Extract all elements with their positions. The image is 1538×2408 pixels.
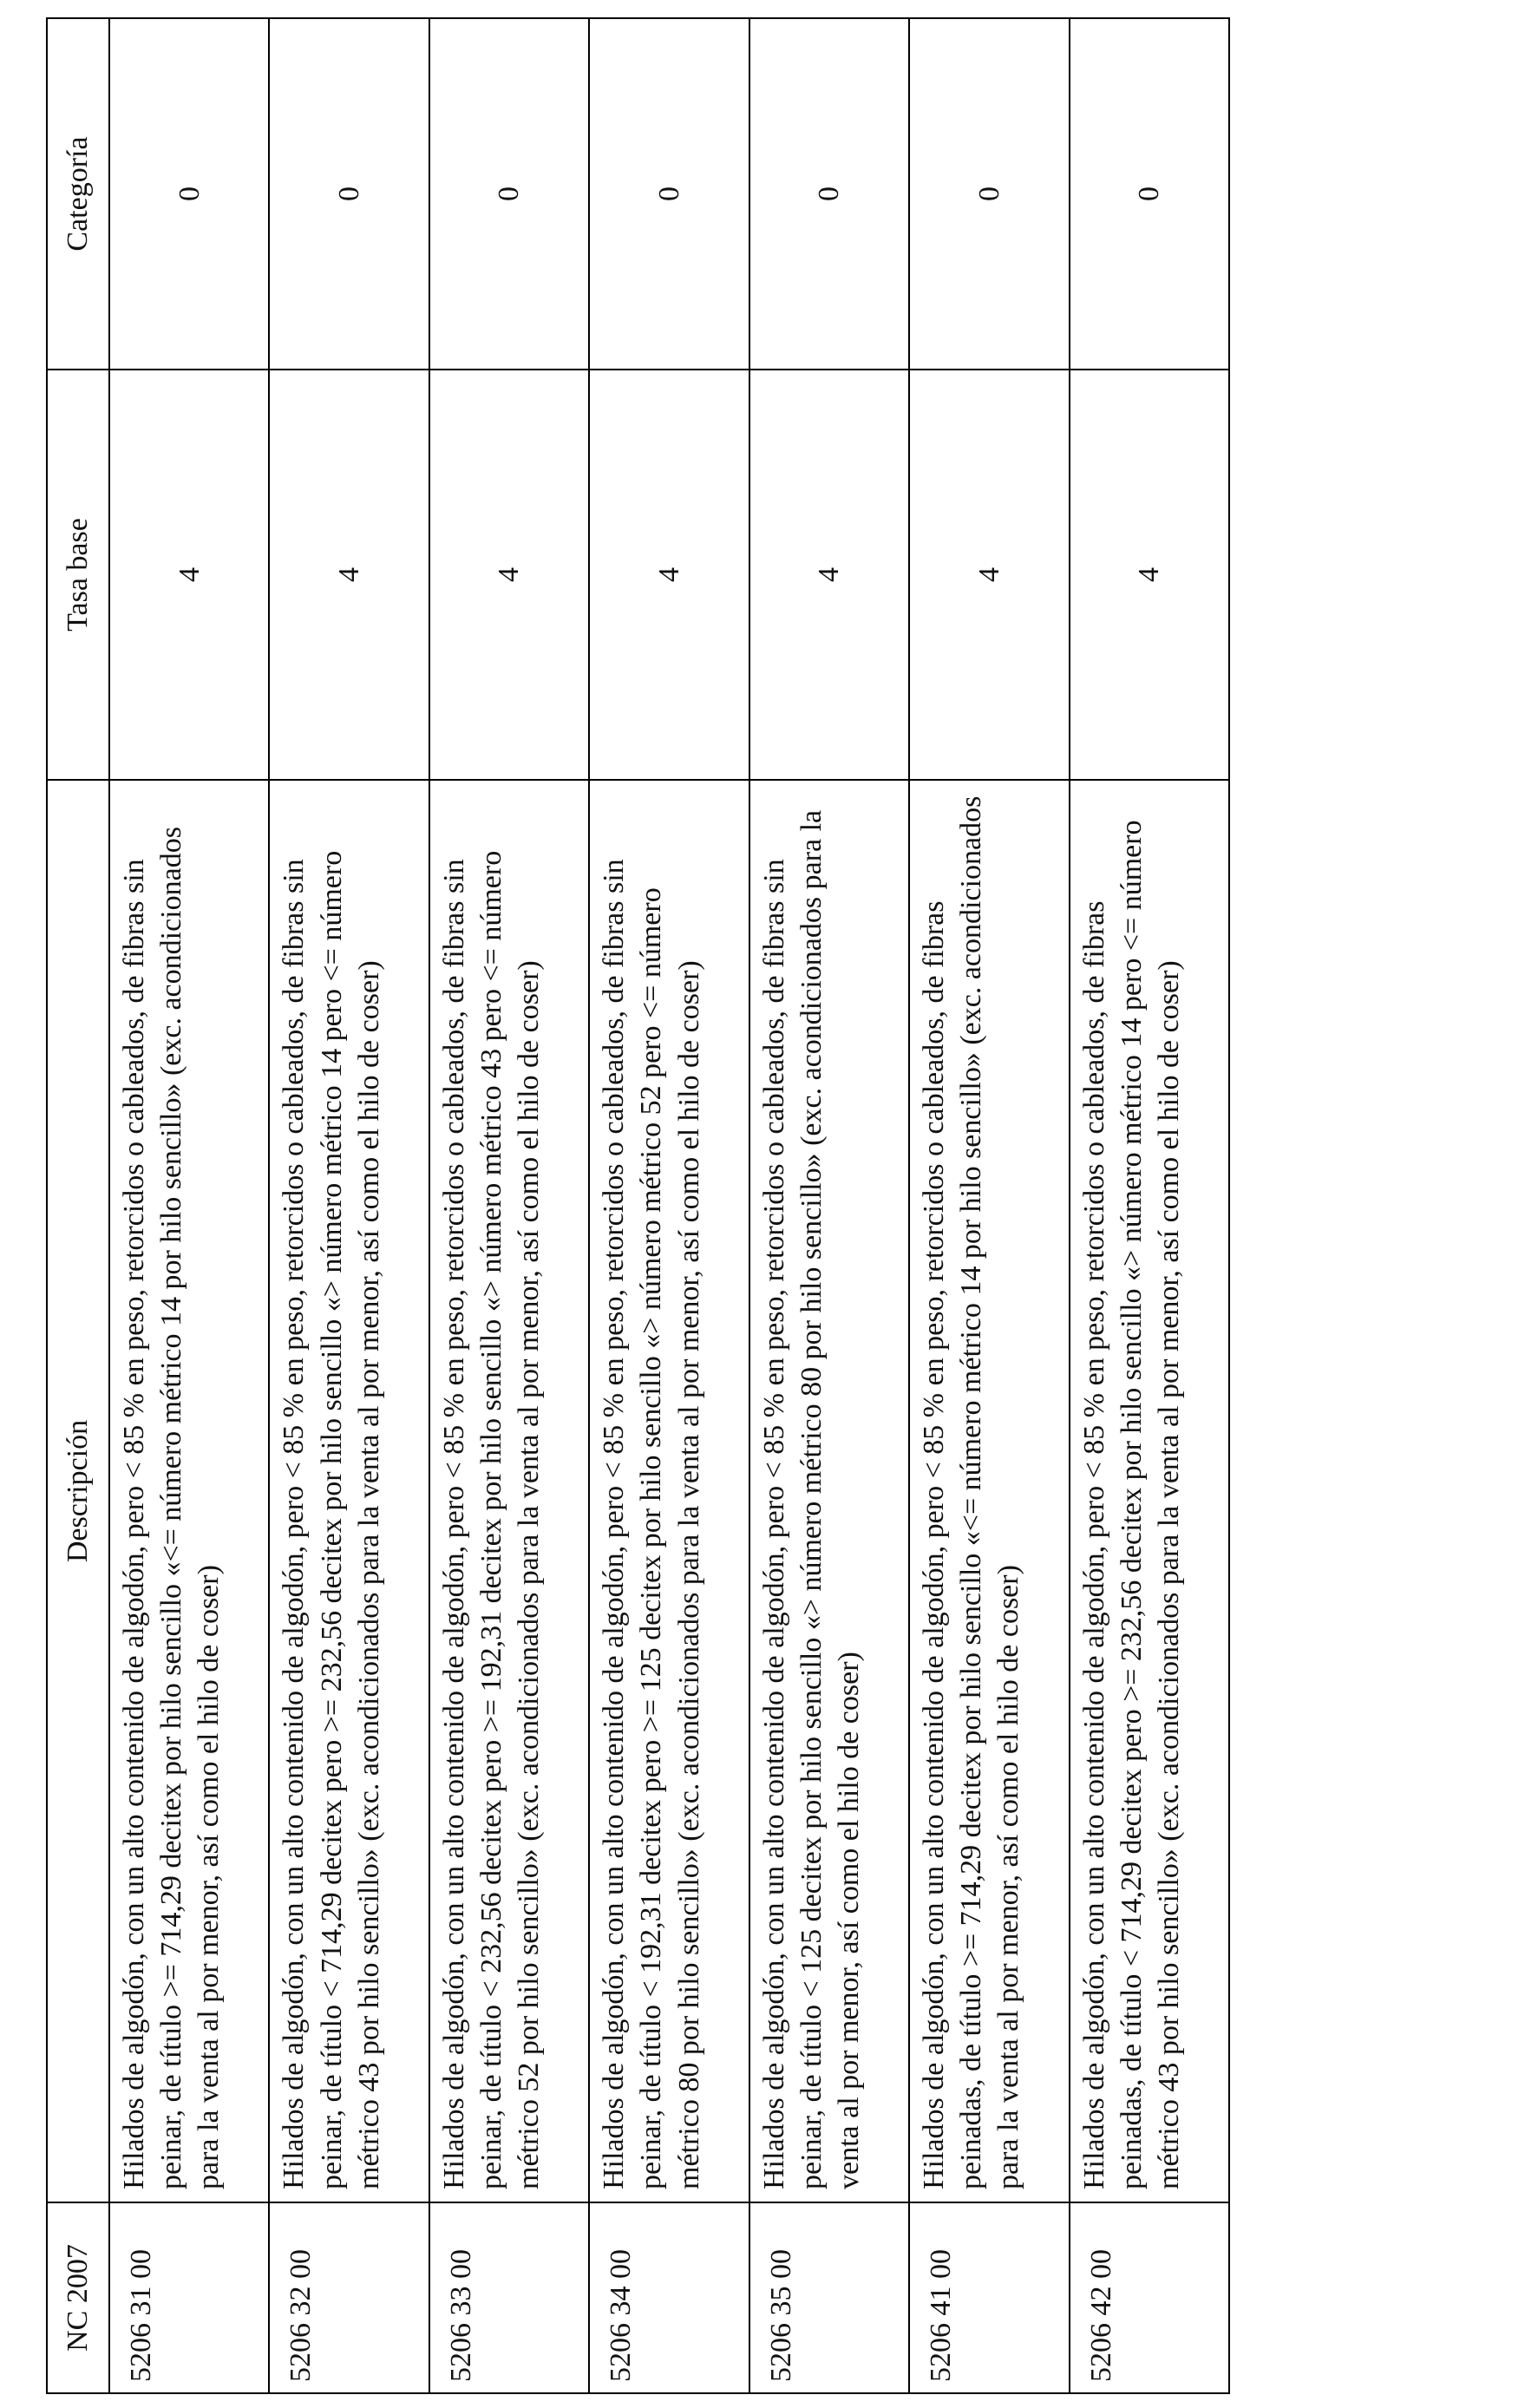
cell-description: Hilados de algodón, con un alto contenido de algodón, pero < 85 % en peso, retorcidos o cableados, de fibras sin peinar, de título >= 714,29 decitex por hilo sencillo «<= número métrico 14 por hilo sencillo» (exc. acondicionados para la venta al por menor, así como el hilo de coser): [109, 780, 269, 2202]
cell-code: 5206 41 00: [909, 2202, 1069, 2393]
cell-code: 5206 32 00: [269, 2202, 429, 2393]
cell-code: 5206 42 00: [1070, 2202, 1229, 2393]
cell-code: 5206 35 00: [749, 2202, 909, 2393]
header-row: [47, 18, 109, 2393]
header-base-rate: Tasa base: [47, 370, 109, 780]
table-row: [429, 18, 589, 2393]
cell-description: Hilados de algodón, con un alto contenido de algodón, pero < 85 % en peso, retorcidos o cableados, de fibras sin peinar, de título < 232,56 decitex pero >= 192,31 decitex por hilo sencillo «> número métrico 43 pero <= número métrico 52 por hilo sencillo» (exc. acondicionados para la venta al por menor, así como el hilo de coser): [429, 780, 589, 2202]
cell-category: 0: [909, 18, 1069, 370]
tariff-table: [46, 17, 1230, 2394]
table-row: [589, 18, 749, 2393]
cell-base-rate: 4: [909, 370, 1069, 780]
cell-code: 5206 31 00: [109, 2202, 269, 2393]
cell-base-rate: 4: [1070, 370, 1229, 780]
cell-code: 5206 33 00: [429, 2202, 589, 2393]
table-row: [1070, 18, 1229, 2393]
cell-base-rate: 4: [589, 370, 749, 780]
cell-category: 0: [429, 18, 589, 370]
cell-description: Hilados de algodón, con un alto contenido de algodón, pero < 85 % en peso, retorcidos o cableados, de fibras sin peinar, de título < 714,29 decitex pero >= 232,56 decitex por hilo sencillo «> número métrico 14 pero <= número métrico 43 por hilo sencillo» (exc. acondicionados para la venta al por menor, así como el hilo de coser): [269, 780, 429, 2202]
table-row: [109, 18, 269, 2393]
cell-category: 0: [1070, 18, 1229, 370]
cell-code: 5206 34 00: [589, 2202, 749, 2393]
table-row: [909, 18, 1069, 2393]
table-row: [749, 18, 909, 2393]
cell-description: Hilados de algodón, con un alto contenido de algodón, pero < 85 % en peso, retorcidos o cableados, de fibras sin peinar, de título < 192,31 decitex pero >= 125 decitex por hilo sencillo «> número métrico 52 pero <= número métrico 80 por hilo sencillo» (exc. acondicionados para la venta al por menor, así como el hilo de coser): [589, 780, 749, 2202]
header-description: Descripción: [47, 780, 109, 2202]
cell-base-rate: 4: [109, 370, 269, 780]
cell-base-rate: 4: [269, 370, 429, 780]
cell-category: 0: [749, 18, 909, 370]
cell-description: Hilados de algodón, con un alto contenido de algodón, pero < 85 % en peso, retorcidos o cableados, de fibras peinadas, de título < 714,29 decitex pero >= 232,56 decitex por hilo sencillo «> número métrico 14 pero <= número métrico 43 por hilo sencillo» (exc. acondicionados para la venta al por menor, así como el hilo de coser): [1070, 780, 1229, 2202]
table-row: [269, 18, 429, 2393]
cell-description: Hilados de algodón, con un alto contenido de algodón, pero < 85 % en peso, retorcidos o cableados, de fibras sin peinar, de título < 125 decitex por hilo sencillo «> número métrico 80 por hilo sencillo» (exc. acondicionados para la venta al por menor, así como el hilo de coser): [749, 780, 909, 2202]
cell-category: 0: [589, 18, 749, 370]
cell-base-rate: 4: [429, 370, 589, 780]
cell-category: 0: [109, 18, 269, 370]
header-code: NC 2007: [47, 2202, 109, 2393]
cell-description: Hilados de algodón, con un alto contenido de algodón, pero < 85 % en peso, retorcidos o cableados, de fibras peinadas, de título >= 714,29 decitex por hilo sencillo «<= número métrico 14 por hilo sencillo» (exc. acondicionados para la venta al por menor, así como el hilo de coser): [909, 780, 1069, 2202]
header-category: Categoría: [47, 18, 109, 370]
rotated-table-page: [46, 19, 1230, 2394]
cell-category: 0: [269, 18, 429, 370]
cell-base-rate: 4: [749, 370, 909, 780]
